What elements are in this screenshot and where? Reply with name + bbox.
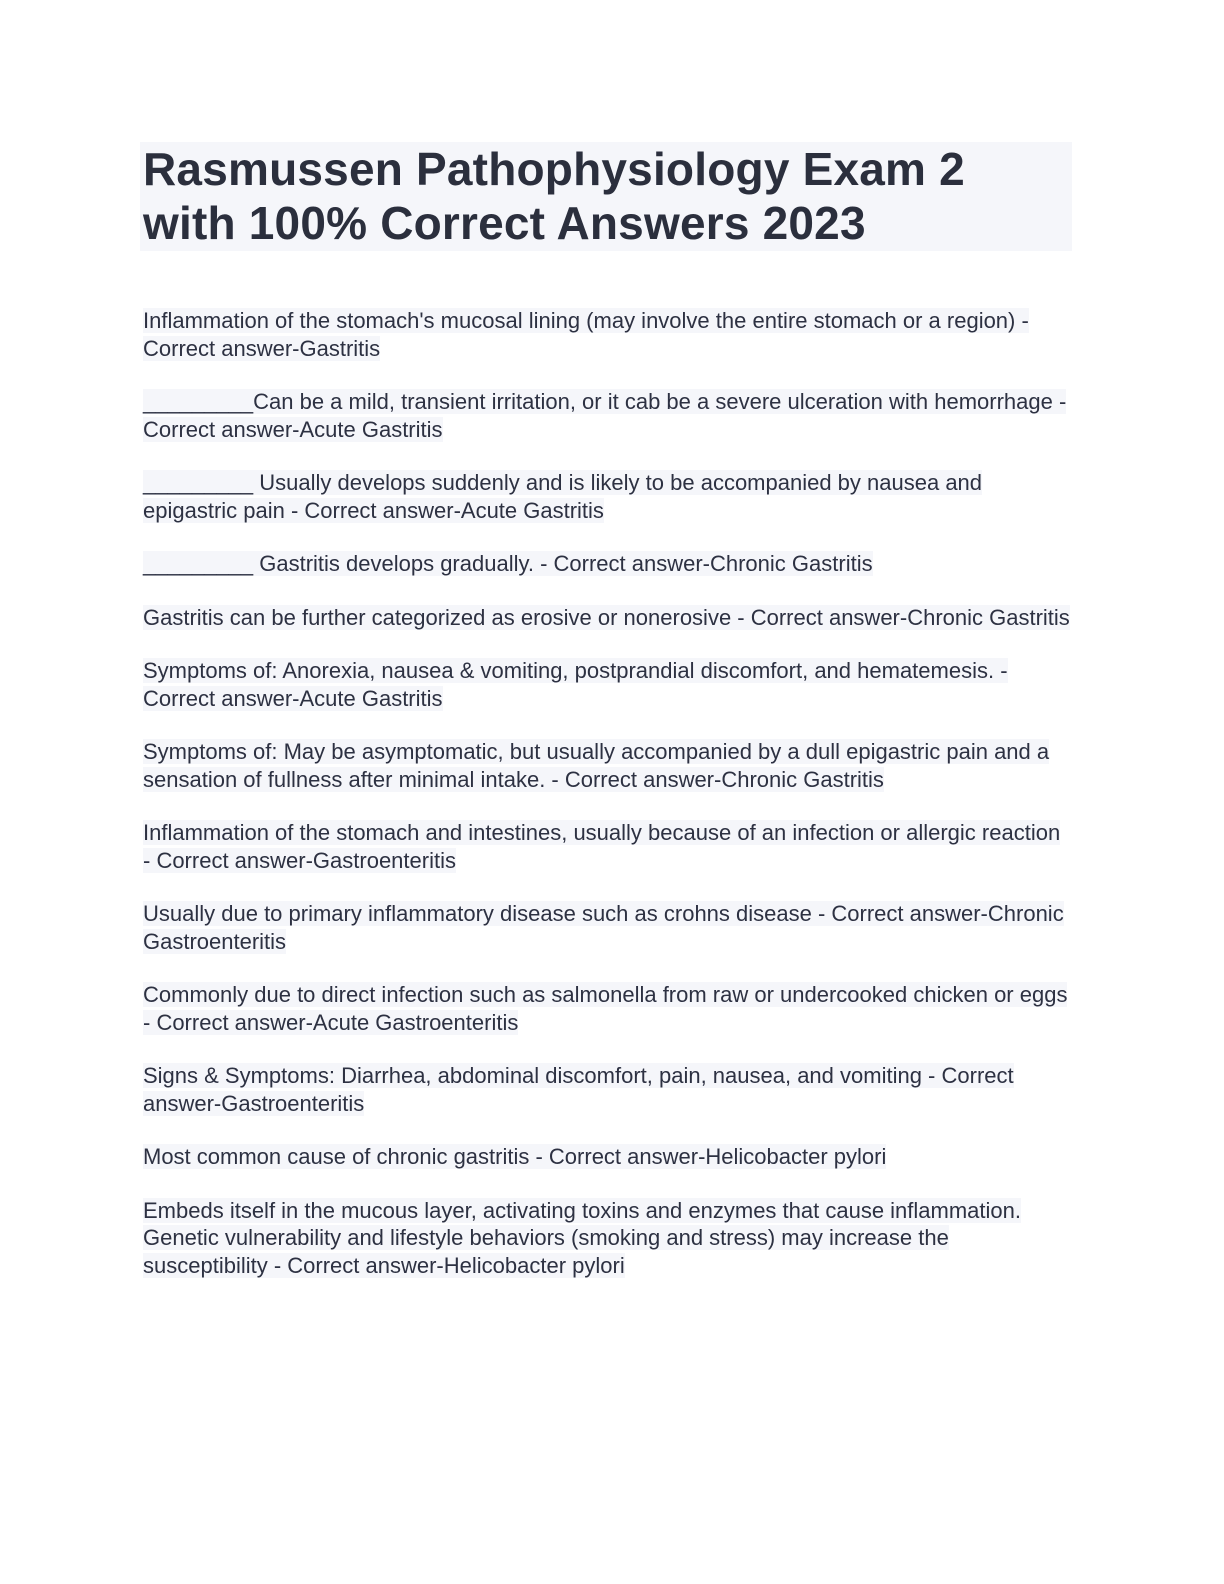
qa-item (143, 657, 1073, 712)
qa-item (143, 388, 1073, 443)
qa-text: Usually due to primary inflammatory disease such as crohns disease - Correct answer-Chronic Gastroenteritis (143, 901, 1064, 954)
qa-item (143, 1197, 1073, 1280)
qa-item (143, 738, 1073, 793)
title-line-2: with 100% Correct Answers 2023 (143, 197, 866, 249)
qa-text: _________ Usually develops suddenly and is likely to be accompanied by nausea and epigastric pain - Correct answer-Acute Gastritis (143, 470, 983, 523)
qa-item (143, 550, 1073, 578)
document-title (140, 142, 1072, 250)
title-block (140, 142, 1072, 251)
qa-item (143, 307, 1073, 362)
qa-text: Inflammation of the stomach's mucosal lining (may involve the entire stomach or a region) - Correct answer-Gastritis (143, 308, 1029, 361)
title-line-1: Rasmussen Pathophysiology Exam 2 (143, 143, 965, 195)
qa-text: Most common cause of chronic gastritis - Correct answer-Helicobacter pylori (143, 1144, 887, 1169)
qa-text: Symptoms of: Anorexia, nausea & vomiting, postprandial discomfort, and hematemesis. - Correct answer-Acute Gastritis (143, 658, 1008, 711)
qa-text: Gastritis can be further categorized as erosive or nonerosive - Correct answer-Chronic Gastritis (143, 604, 1070, 630)
qa-item (143, 981, 1073, 1036)
qa-item (143, 604, 1073, 632)
qa-text: Embeds itself in the mucous layer, activating toxins and enzymes that cause inflammation. Genetic vulnerability and lifestyle behaviors (smoking and stress) may increase the susceptibility - Correct answer-Helicobacter pylori (143, 1197, 1021, 1278)
qa-text: Commonly due to direct infection such as salmonella from raw or undercooked chicken or eggs - Correct answer-Acute Gastroenteritis (143, 982, 1068, 1035)
qa-list (143, 307, 1073, 1305)
qa-item (143, 900, 1073, 955)
qa-text: Inflammation of the stomach and intestines, usually because of an infection or allergic reaction - Correct answer-Gastroenteritis (143, 820, 1061, 873)
qa-text: _________Can be a mild, transient irritation, or it cab be a severe ulceration with hemorrhage - Correct answer-Acute Gastritis (143, 389, 1067, 442)
qa-item (143, 1062, 1073, 1117)
qa-item (143, 1143, 1073, 1171)
qa-item (143, 469, 1073, 524)
qa-text: Signs & Symptoms: Diarrhea, abdominal discomfort, pain, nausea, and vomiting - Correct answer-Gastroenteritis (143, 1063, 1014, 1116)
qa-text: _________ Gastritis develops gradually. - Correct answer-Chronic Gastritis (143, 551, 873, 576)
qa-text: Symptoms of: May be asymptomatic, but usually accompanied by a dull epigastric pain and a sensation of fullness after minimal intake. - Correct answer-Chronic Gastritis (143, 739, 1050, 792)
qa-item (143, 819, 1073, 874)
